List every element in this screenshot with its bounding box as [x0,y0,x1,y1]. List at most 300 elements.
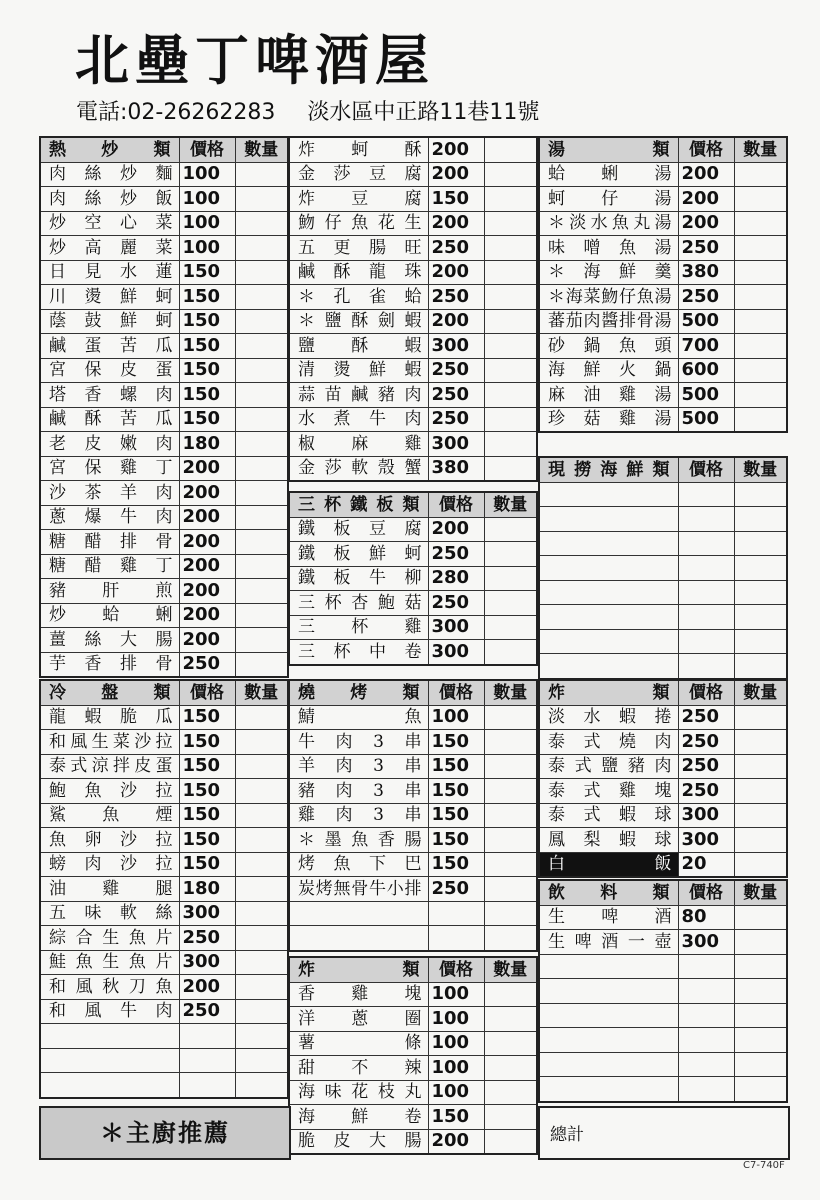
item-price [678,1028,734,1053]
qty-field[interactable] [235,554,288,579]
qty-field[interactable] [484,779,537,804]
item-name: 淡水蝦捲 [539,705,678,730]
item-name: 羊肉3串 [289,754,428,779]
menu-table [39,679,289,1099]
qty-field[interactable] [235,211,288,236]
item-price: 100 [428,1056,484,1081]
section-header [289,492,537,517]
qty-field[interactable] [484,162,537,187]
qty-field[interactable] [235,505,288,530]
item-name: 甜不辣 [289,1056,428,1081]
item-name: 鹹酥苦瓜 [40,407,179,432]
item-name: 塔香螺肉 [40,383,179,408]
total-box[interactable] [538,1106,790,1160]
item-price: 250 [678,285,734,310]
item-name [539,979,678,1004]
qty-field[interactable] [235,236,288,261]
menu-row [40,852,288,877]
item-name: 肉絲炒飯 [40,187,179,212]
qty-field[interactable] [734,754,787,779]
drinks-section [538,879,788,1103]
menu-row [289,1105,537,1130]
menu-row [40,211,288,236]
menu-row [40,779,288,804]
item-price: 100 [179,211,235,236]
qty-field[interactable] [734,383,787,408]
item-price: 150 [428,754,484,779]
item-name: 生啤酒一壺 [539,930,678,955]
item-price: 150 [428,730,484,755]
menu-row [289,803,537,828]
qty-field[interactable] [734,705,787,730]
item-name [539,1052,678,1077]
item-name [539,1028,678,1053]
menu-row [539,979,787,1004]
item-name: 炒蛤蜊 [40,603,179,628]
item-price: 100 [428,982,484,1007]
item-name: 炭烤無骨牛小排 [289,877,428,902]
item-name: 川燙鮮蚵 [40,285,179,310]
qty-field[interactable] [484,1080,537,1105]
qty-field[interactable] [235,730,288,755]
menu-row [539,407,787,432]
item-price [678,507,734,532]
item-price: 500 [678,309,734,334]
qty-field[interactable] [484,754,537,779]
item-price: 150 [428,1105,484,1130]
qty-field[interactable] [734,852,787,877]
qty-field[interactable] [484,730,537,755]
price-header: 價格 [428,957,484,982]
item-name: 三杯雞 [289,615,428,640]
qty-field[interactable] [235,877,288,902]
menu-row [289,432,537,457]
qty-field[interactable] [484,334,537,359]
qty-field[interactable] [235,901,288,926]
qty-field[interactable] [235,260,288,285]
qty-field[interactable] [484,309,537,334]
item-price: 180 [179,432,235,457]
menu-row [289,187,537,212]
qty-field[interactable] [484,358,537,383]
item-price: 250 [428,383,484,408]
qty-field[interactable] [235,705,288,730]
qty-field[interactable] [484,187,537,212]
qty-field[interactable] [235,383,288,408]
menu-row [289,1031,537,1056]
qty-field[interactable] [734,654,787,679]
item-price: 150 [179,309,235,334]
qty-field[interactable] [235,926,288,951]
qty-field[interactable] [734,828,787,853]
qty-field[interactable] [734,979,787,1004]
qty-field[interactable] [235,975,288,1000]
item-price: 200 [678,211,734,236]
qty-field[interactable] [734,162,787,187]
iron-plate-section [288,491,538,666]
qty-field[interactable] [484,456,537,481]
qty-field[interactable] [484,260,537,285]
item-name: 泰式雞塊 [539,779,678,804]
qty-field[interactable] [484,1007,537,1032]
item-name: 五更腸旺 [289,236,428,261]
menu-row [289,260,537,285]
item-name: 椒麻雞 [289,432,428,457]
qty-field[interactable] [235,803,288,828]
qty-field[interactable] [235,358,288,383]
item-price: 150 [428,803,484,828]
menu-row [40,901,288,926]
item-name: 蔭鼓鮮蚵 [40,309,179,334]
menu-row [289,1056,537,1081]
menu-row [539,754,787,779]
item-name [539,605,678,630]
menu-row [40,456,288,481]
qty-field[interactable] [734,260,787,285]
menu-row [40,334,288,359]
item-price: 180 [179,877,235,902]
qty-field[interactable] [484,640,537,665]
section-header [289,957,537,982]
menu-row [40,926,288,951]
section-title: 飲料類 [539,880,678,905]
item-name: 龍蝦脆瓜 [40,705,179,730]
qty-field[interactable] [484,285,537,310]
item-price [678,954,734,979]
item-price: 250 [678,754,734,779]
qty-field[interactable] [484,852,537,877]
qty-field[interactable] [484,591,537,616]
item-name: ＊孔雀蛤 [289,285,428,310]
item-price [179,1048,235,1073]
menu-row [289,456,537,481]
item-name: 雞肉3串 [289,803,428,828]
item-price: 250 [678,779,734,804]
qty-field[interactable] [235,999,288,1024]
item-price: 150 [179,407,235,432]
qty-field[interactable] [734,954,787,979]
item-price [678,629,734,654]
qty-field[interactable] [484,1105,537,1130]
qty-field[interactable] [235,432,288,457]
item-price [428,901,484,926]
qty-field[interactable] [734,1077,787,1102]
menu-row [539,905,787,930]
qty-field[interactable] [484,615,537,640]
fried-snacks-section [288,136,538,482]
menu-row [539,285,787,310]
item-price: 200 [179,628,235,653]
item-name [539,507,678,532]
item-name: 泰式蝦球 [539,803,678,828]
item-name: 清燙鮮蝦 [289,358,428,383]
menu-row [40,730,288,755]
qty-field[interactable] [235,1024,288,1049]
menu-row [40,1048,288,1073]
qty-field[interactable] [235,334,288,359]
qty-field[interactable] [734,309,787,334]
qty-field[interactable] [734,730,787,755]
qty-field[interactable] [235,1048,288,1073]
item-name: 砂鍋魚頭 [539,334,678,359]
item-price [678,1052,734,1077]
item-name: 魩仔魚花生 [289,211,428,236]
menu-row [289,1129,537,1154]
item-price: 200 [428,517,484,542]
qty-header: 數量 [734,680,787,705]
qty-field[interactable] [484,236,537,261]
qty-field[interactable] [484,517,537,542]
qty-field[interactable] [484,211,537,236]
item-name: 海鮮卷 [289,1105,428,1130]
qty-field[interactable] [734,482,787,507]
section-header [289,680,537,705]
item-price: 200 [179,975,235,1000]
qty-field[interactable] [484,432,537,457]
qty-field[interactable] [235,162,288,187]
menu-row [539,531,787,556]
item-price: 200 [678,187,734,212]
qty-header: 數量 [484,492,537,517]
item-name [539,629,678,654]
qty-field[interactable] [235,407,288,432]
menu-row [40,1073,288,1098]
item-name: 和風牛肉 [40,999,179,1024]
item-name: 三杯中卷 [289,640,428,665]
menu-row [289,285,537,310]
fried-section-3 [538,679,788,878]
item-name: 糖醋排骨 [40,530,179,555]
item-name: 鹹酥龍珠 [289,260,428,285]
qty-field[interactable] [235,456,288,481]
item-name: 綜合生魚片 [40,926,179,951]
item-price: 250 [428,407,484,432]
qty-field[interactable] [734,1003,787,1028]
qty-field[interactable] [235,754,288,779]
item-name: 海鮮火鍋 [539,358,678,383]
item-name: 水煮牛肉 [289,407,428,432]
item-name: 珍菇雞湯 [539,407,678,432]
item-name: ＊墨魚香腸 [289,828,428,853]
item-name [539,954,678,979]
item-name: 和風秋刀魚 [40,975,179,1000]
qty-field[interactable] [235,628,288,653]
section-header [539,457,787,482]
qty-field[interactable] [484,926,537,951]
item-price: 250 [428,285,484,310]
qty-field[interactable] [235,481,288,506]
section-title: 燒烤類 [289,680,428,705]
item-price: 150 [179,754,235,779]
price-header: 價格 [678,457,734,482]
item-name [40,1048,179,1073]
qty-field[interactable] [484,901,537,926]
qty-field[interactable] [235,285,288,310]
item-price: 500 [678,383,734,408]
qty-field[interactable] [484,542,537,567]
qty-field[interactable] [734,580,787,605]
qty-field[interactable] [484,1129,537,1154]
qty-header: 數量 [734,137,787,162]
menu-row [289,236,537,261]
item-name [539,531,678,556]
menu-row [539,482,787,507]
menu-row [289,162,537,187]
qty-field[interactable] [484,566,537,591]
item-name: 宮保雞丁 [40,456,179,481]
qty-field[interactable] [734,629,787,654]
menu-row [40,579,288,604]
item-price: 250 [678,730,734,755]
soup-section [538,136,788,433]
qty-field[interactable] [484,877,537,902]
item-price: 250 [678,236,734,261]
qty-field[interactable] [484,383,537,408]
menu-table [538,879,788,1103]
item-name [40,1073,179,1098]
qty-field[interactable] [484,137,537,162]
qty-field[interactable] [484,407,537,432]
menu-table [288,491,538,666]
qty-field[interactable] [484,1056,537,1081]
qty-field[interactable] [235,779,288,804]
menu-row [539,930,787,955]
qty-field[interactable] [734,605,787,630]
qty-field[interactable] [734,779,787,804]
item-name: 蚵仔湯 [539,187,678,212]
menu-row [289,211,537,236]
item-name [539,556,678,581]
qty-field[interactable] [734,1052,787,1077]
qty-field[interactable] [235,603,288,628]
qty-field[interactable] [734,803,787,828]
item-price: 300 [678,930,734,955]
qty-field[interactable] [235,530,288,555]
menu-row [539,629,787,654]
qty-field[interactable] [734,358,787,383]
item-name [289,901,428,926]
item-name: ＊海菜魩仔魚湯 [539,285,678,310]
item-price: 150 [428,779,484,804]
qty-field[interactable] [734,905,787,930]
menu-row [40,950,288,975]
item-price: 100 [179,162,235,187]
qty-field[interactable] [484,982,537,1007]
menu-row [289,1080,537,1105]
qty-field[interactable] [235,828,288,853]
qty-field[interactable] [235,579,288,604]
qty-field[interactable] [235,652,288,677]
item-price: 250 [428,591,484,616]
item-name: 鹹蛋苦瓜 [40,334,179,359]
menu-row [289,640,537,665]
qty-field[interactable] [734,407,787,432]
menu-row [289,517,537,542]
menu-row [289,730,537,755]
qty-field[interactable] [734,507,787,532]
menu-row [539,852,787,877]
qty-field[interactable] [734,187,787,212]
item-price: 250 [179,999,235,1024]
qty-field[interactable] [235,187,288,212]
menu-row [539,605,787,630]
item-name: 海味花枝丸 [289,1080,428,1105]
menu-row [289,779,537,804]
item-price: 200 [678,162,734,187]
item-price: 380 [428,456,484,481]
item-name: 鮭魚生魚片 [40,950,179,975]
menu-row [539,187,787,212]
qty-field[interactable] [734,236,787,261]
qty-field[interactable] [734,930,787,955]
item-name: ＊海鮮羹 [539,260,678,285]
qty-field[interactable] [484,705,537,730]
cold-dish-section [39,679,289,1099]
qty-field[interactable] [484,1031,537,1056]
phone-number: 電話:02-26262283 [76,100,276,125]
menu-row [539,1077,787,1102]
menu-table [288,956,538,1155]
qty-field[interactable] [235,950,288,975]
seafood-section [538,456,788,680]
item-price: 300 [428,432,484,457]
item-price: 150 [179,828,235,853]
section-header [40,680,288,705]
item-name: 老皮嫩肉 [40,432,179,457]
item-price: 200 [428,309,484,334]
item-name: 味噌魚湯 [539,236,678,261]
qty-field[interactable] [235,1073,288,1098]
menu-row [289,982,537,1007]
item-price: 200 [428,260,484,285]
qty-field[interactable] [734,531,787,556]
menu-row [40,236,288,261]
item-price: 300 [678,803,734,828]
price-header: 價格 [678,680,734,705]
qty-field[interactable] [484,828,537,853]
qty-field[interactable] [734,556,787,581]
qty-field[interactable] [734,285,787,310]
qty-field[interactable] [734,1028,787,1053]
item-name: 油雞腿 [40,877,179,902]
item-price [678,1003,734,1028]
item-price: 150 [179,260,235,285]
menu-row [539,1052,787,1077]
item-price: 200 [428,162,484,187]
item-name: 日見水蓮 [40,260,179,285]
contact-line [76,98,539,128]
qty-field[interactable] [734,334,787,359]
item-name [539,580,678,605]
qty-field[interactable] [734,211,787,236]
menu-table [538,679,788,878]
qty-header: 數量 [734,880,787,905]
item-name: 泰式鹽豬肉 [539,754,678,779]
qty-field[interactable] [484,803,537,828]
qty-field[interactable] [235,852,288,877]
item-name: 魚卵沙拉 [40,828,179,853]
item-price: 100 [428,705,484,730]
item-price: 100 [179,187,235,212]
item-price: 150 [179,383,235,408]
item-price [678,605,734,630]
form-code: C7-740F [743,1160,785,1171]
item-price: 150 [179,730,235,755]
item-price: 150 [179,358,235,383]
menu-row [40,999,288,1024]
item-name: 鯖魚 [289,705,428,730]
qty-field[interactable] [235,309,288,334]
